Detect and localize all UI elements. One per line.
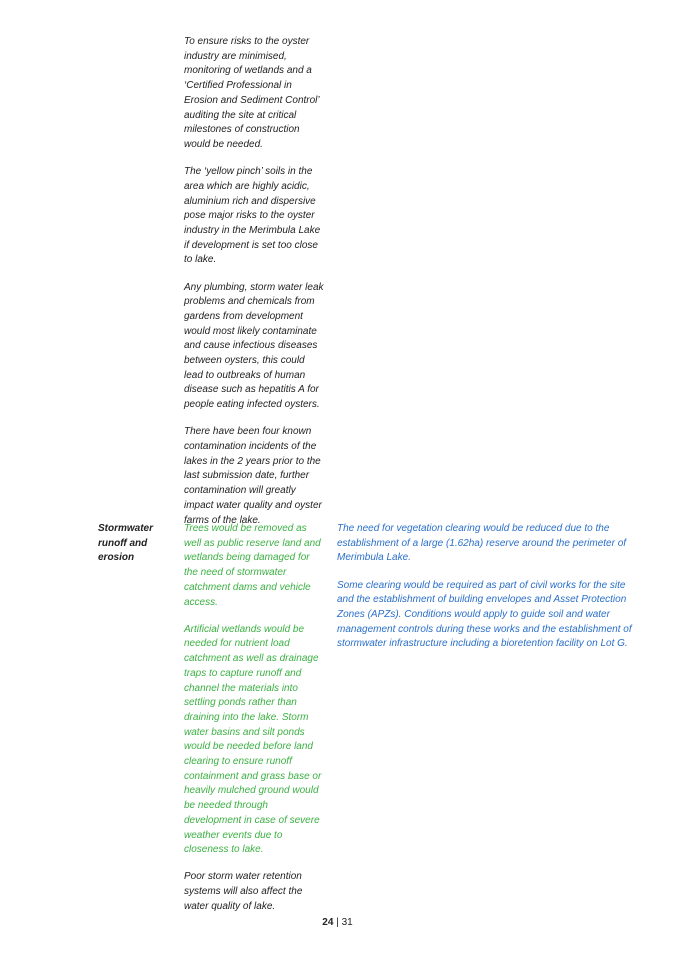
page-separator: | (333, 917, 342, 928)
row-label-stormwater: Stormwater runoff and erosion (98, 523, 154, 564)
stormwater-comment-plain: Poor storm water retention systems will also affect the water quality of lake. (184, 871, 303, 912)
comment-paragraph: To ensure risks to the oyster industry are minimised, monitoring of wetlands and a ‘Certified Professional in Erosion and Sediment Control’ auditing the site at critical milestones of construction would be needed. (184, 36, 320, 150)
comment-paragraph: Any plumbing, storm water leak problems and chemicals from gardens from development would most likely contaminate and cause infectious diseases between oysters, this could lead to outbreaks of human disease such as hepatitis A for people eating infected oysters. (184, 281, 324, 411)
page-current: 24 (322, 917, 334, 928)
comments-column-top (184, 35, 326, 541)
stormwater-response-column (337, 522, 637, 665)
page-total: 31 (341, 917, 353, 928)
response-paragraph: The need for vegetation clearing would be reduced due to the establishment of a large (1.62ha) reserve around the perimeter of Merimbula Lake. (337, 523, 627, 564)
comment-paragraph: The ‘yellow pinch’ soils in the area which are highly acidic, aluminium rich and dispersive pose major risks to the oyster industry in the Merimbula Lake if development is set too close to lake. (184, 166, 321, 266)
stormwater-comments-column (184, 522, 326, 927)
stormwater-comment: Trees would be removed as well as public reserve land and wetlands being damaged for the need of stormwater catchment dams and vehicle access. (184, 523, 321, 608)
stormwater-comment: Artificial wetlands would be needed for nutrient load catchment as well as drainage traps to capture runoff and channel the materials into settling ponds rather than draining into the lake. Storm water basins and silt ponds would be needed before land clearing to ensure runoff containment and grass base or heavily mulched ground would be needed through development in case of severe weather events due to closeness to lake. (184, 623, 322, 856)
comment-paragraph: There have been four known contamination incidents of the lakes in the 2 years prior to the last submission date, further contamination will greatly impact water quality and oyster farms of the lake. (184, 426, 322, 526)
response-paragraph: Some clearing would be required as part of civil works for the site and the establishment of building envelopes and Asset Protection Zones (APZs). Conditions would apply to guide soil and water management controls during these works and the establishment of stormwater infrastructure including a bioretention facility on Lot G. (337, 579, 632, 650)
page-number (0, 917, 675, 928)
